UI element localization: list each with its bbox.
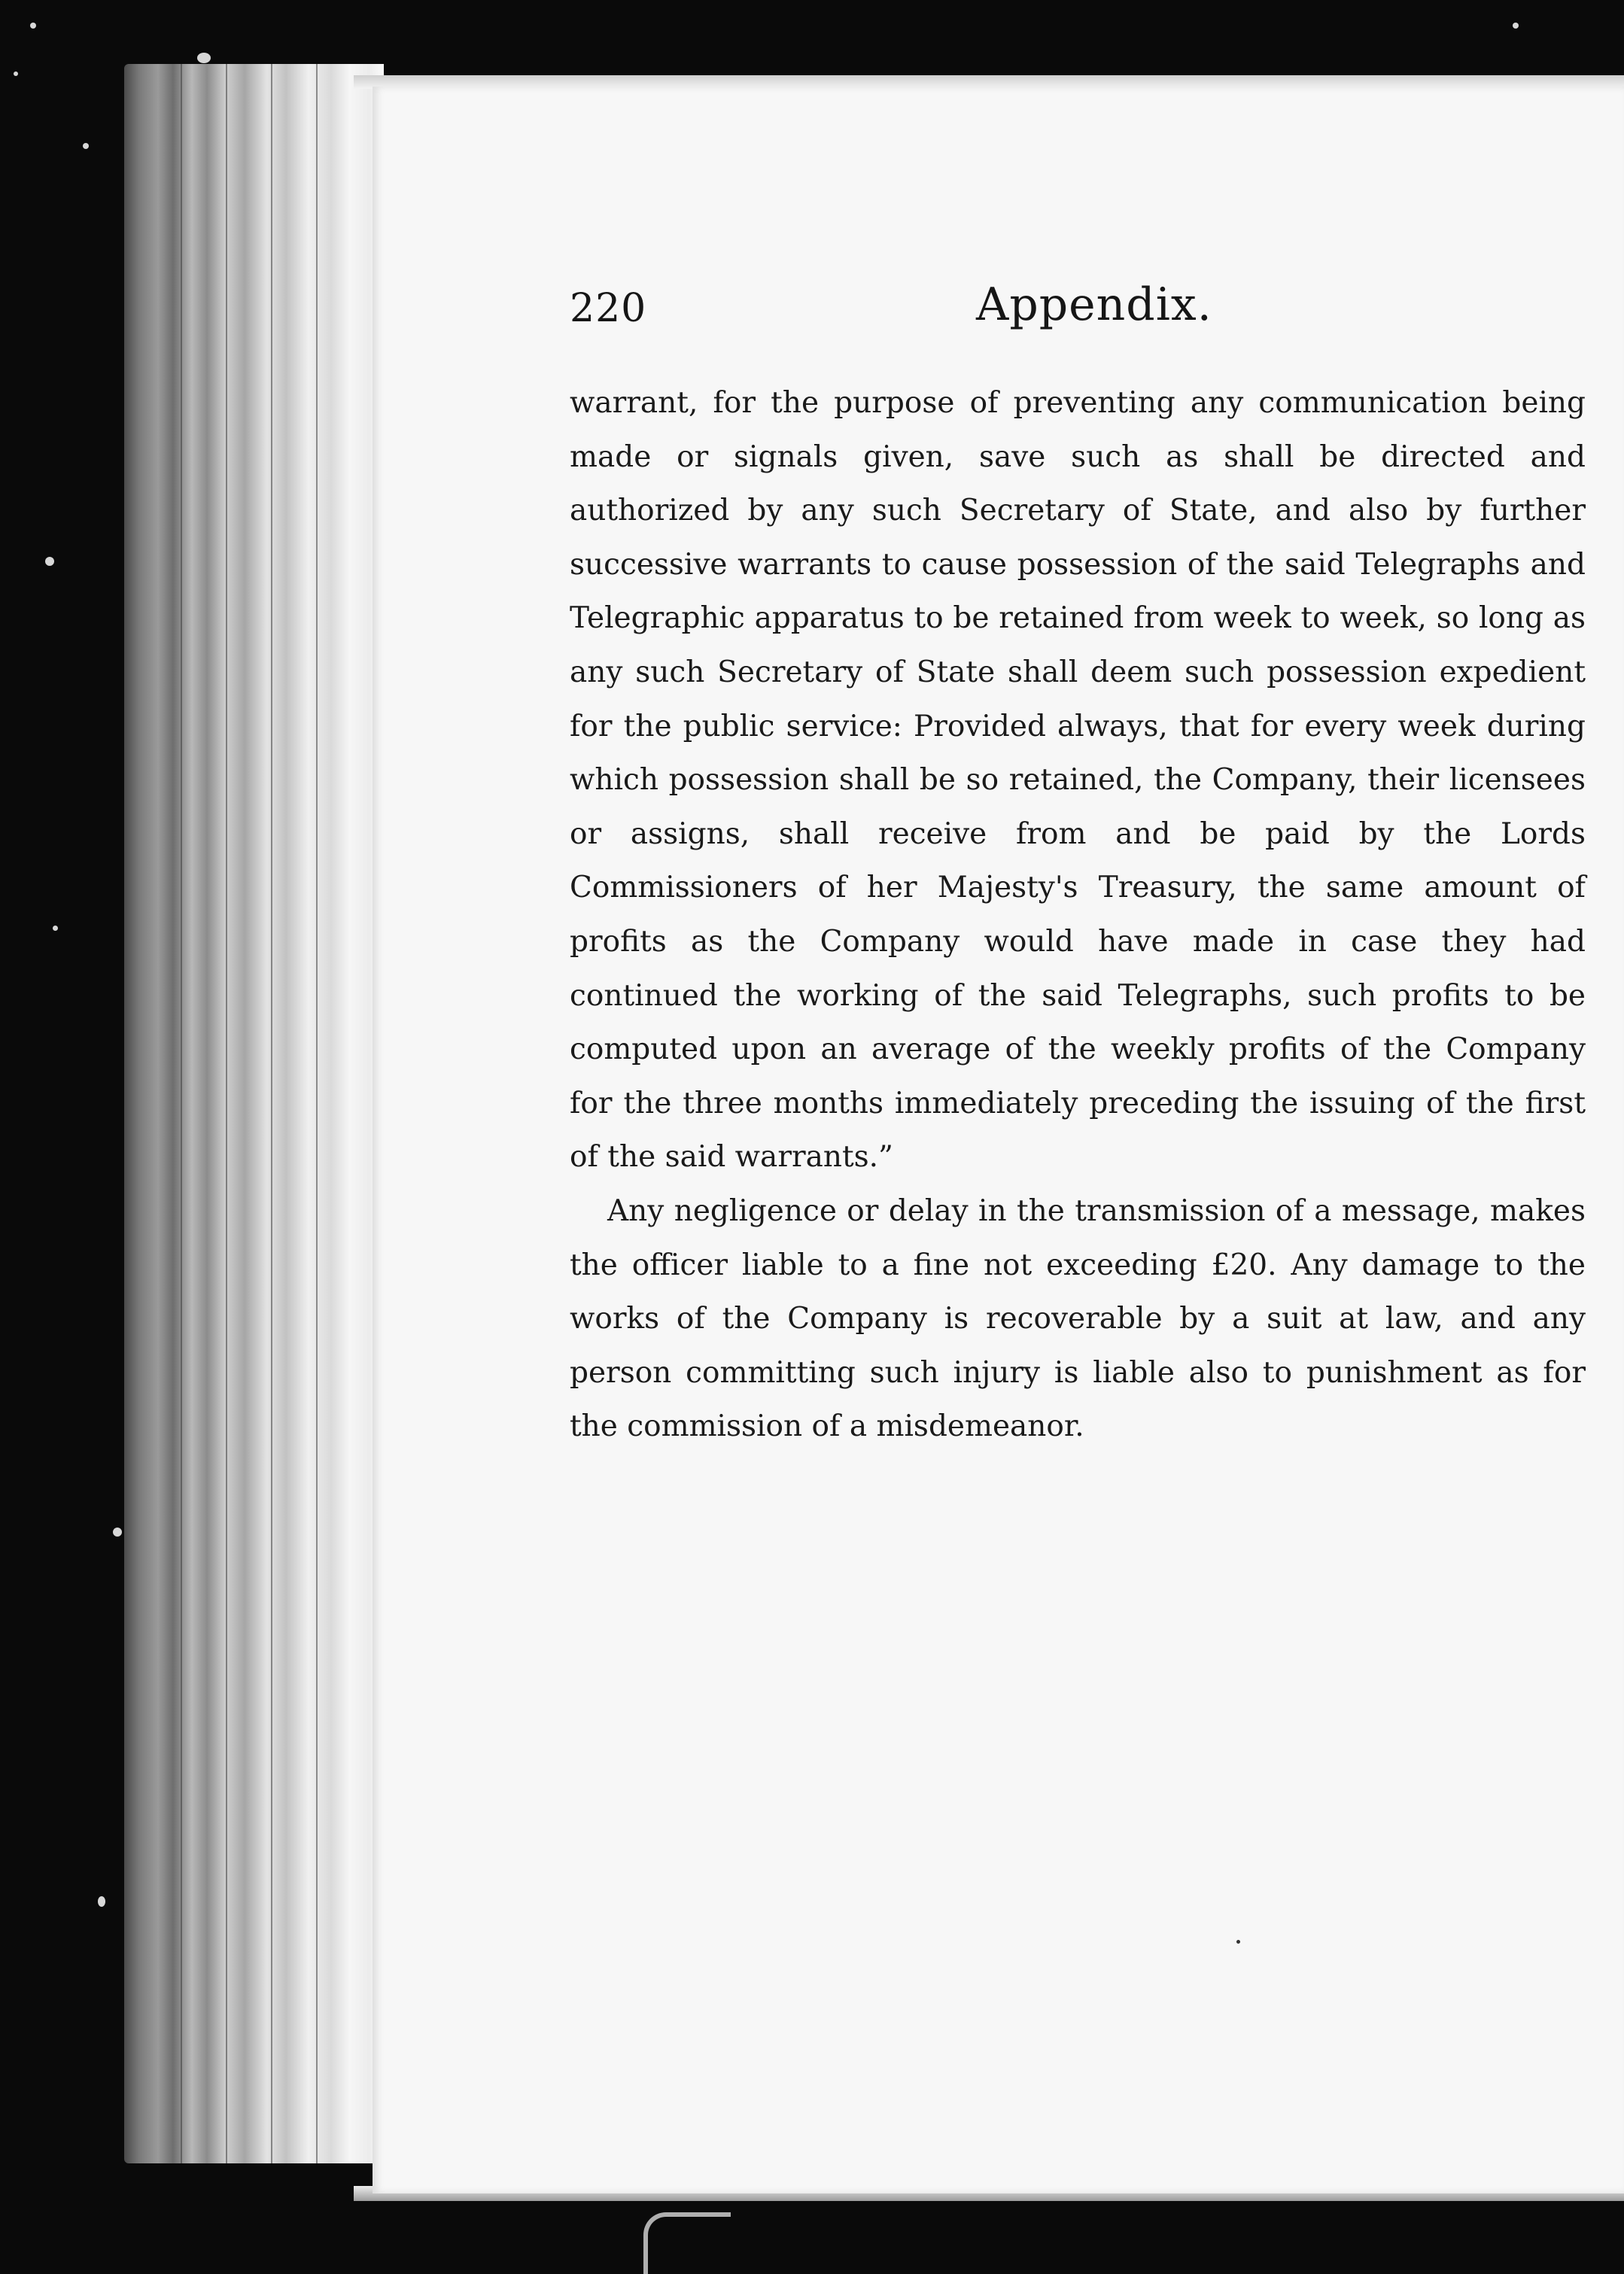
dust-speck [197,53,211,63]
thumb-mark [643,2212,731,2274]
dust-speck [30,23,36,29]
dust-speck [83,143,89,149]
dust-speck [1513,23,1519,29]
dust-speck [14,71,18,76]
page-edge-line [271,64,272,2163]
page-edge-line [181,64,182,2163]
page-edge-line [226,64,227,2163]
dust-speck [98,1896,105,1907]
paragraph: Any negligence or delay in the transmission of a message, makes the officer liable to a fine not exceeding £20. Any damage to the works of the Company is recoverable by a suit at law, and any person committing such injury is liable also to punishment as for the commission of a misdemeanor. [570,1193,1586,1444]
running-head: Appendix. [976,278,1212,331]
body-text [570,376,1586,1454]
book-page-edges [124,64,384,2163]
page-edge-line [316,64,318,2163]
ink-dot [1236,1940,1240,1944]
paragraph-continued: warrant, for the purpose of preventing any communication being made or signals given, save such as shall be directed and authorized by any such Secretary of State, and also by further successive warrants to cause possession of the said Telegraphs and Telegraphic apparatus to be retained from week to week, so long as any such Secretary of State shall deem such possession expedient for the public service: Provided always, that for every week during which possession shall be so retained, the Company, their licensees or assigns, shall receive from and be paid by the Lords Commissioners of her Majesty's Treasury, the same amount of profits as the Company would have made in case they had continued the working of the said Telegraphs, such profits to be computed upon an average of the weekly profits of the Company for the three months immediately preceding the issuing of the first of the said warrants.” [570,386,1586,1175]
page-number: 220 [570,286,647,331]
page-header [570,278,1586,346]
dust-speck [45,557,54,566]
dust-speck [53,926,58,931]
dust-speck [113,1528,122,1537]
